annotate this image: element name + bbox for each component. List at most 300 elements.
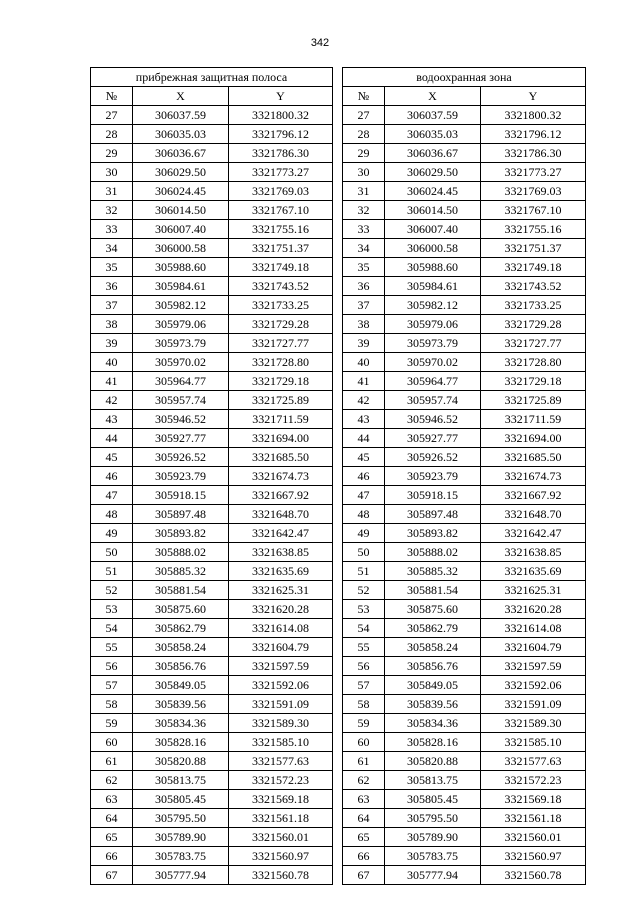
table-row (343, 239, 586, 258)
point-number-cell: 46 (91, 467, 133, 486)
table-row (343, 163, 586, 182)
y-coordinate-cell: 3321773.27 (229, 163, 333, 182)
point-number-cell: 54 (343, 619, 385, 638)
column-header-y: Y (481, 87, 586, 106)
x-coordinate-cell: 305957.74 (385, 391, 481, 410)
table-row (91, 752, 333, 771)
y-coordinate-cell: 3321604.79 (481, 638, 586, 657)
point-number-cell: 42 (343, 391, 385, 410)
point-number-cell: 60 (343, 733, 385, 752)
x-coordinate-cell: 305970.02 (133, 353, 229, 372)
x-coordinate-cell: 305834.36 (385, 714, 481, 733)
point-number-cell: 37 (343, 296, 385, 315)
y-coordinate-cell: 3321796.12 (229, 125, 333, 144)
y-coordinate-cell: 3321577.63 (229, 752, 333, 771)
table-row (343, 125, 586, 144)
table-row (343, 334, 586, 353)
y-coordinate-cell: 3321711.59 (481, 410, 586, 429)
x-coordinate-cell: 305849.05 (133, 676, 229, 695)
point-number-cell: 47 (343, 486, 385, 505)
table-row (343, 315, 586, 334)
x-coordinate-cell: 305926.52 (385, 448, 481, 467)
y-coordinate-cell: 3321674.73 (481, 467, 586, 486)
y-coordinate-cell: 3321604.79 (229, 638, 333, 657)
point-number-cell: 32 (91, 201, 133, 220)
x-coordinate-cell: 305926.52 (133, 448, 229, 467)
table-title: прибрежная защитная полоса (91, 68, 333, 87)
table-row (91, 182, 333, 201)
table-row (91, 258, 333, 277)
x-coordinate-cell: 305862.79 (385, 619, 481, 638)
table-row (343, 847, 586, 866)
y-coordinate-cell: 3321597.59 (481, 657, 586, 676)
x-coordinate-cell: 305834.36 (133, 714, 229, 733)
table-row (91, 600, 333, 619)
point-number-cell: 56 (91, 657, 133, 676)
y-coordinate-cell: 3321749.18 (481, 258, 586, 277)
table-row (343, 448, 586, 467)
point-number-cell: 51 (343, 562, 385, 581)
point-number-cell: 42 (91, 391, 133, 410)
point-number-cell: 49 (91, 524, 133, 543)
table-row (343, 258, 586, 277)
point-number-cell: 66 (343, 847, 385, 866)
point-number-cell: 44 (91, 429, 133, 448)
x-coordinate-cell: 305858.24 (133, 638, 229, 657)
table-row (91, 220, 333, 239)
point-number-cell: 39 (343, 334, 385, 353)
x-coordinate-cell: 305856.76 (385, 657, 481, 676)
point-number-cell: 61 (343, 752, 385, 771)
y-coordinate-cell: 3321561.18 (229, 809, 333, 828)
x-coordinate-cell: 305858.24 (385, 638, 481, 657)
x-coordinate-cell: 306000.58 (385, 239, 481, 258)
y-coordinate-cell: 3321725.89 (229, 391, 333, 410)
y-coordinate-cell: 3321800.32 (229, 106, 333, 125)
x-coordinate-cell: 305795.50 (385, 809, 481, 828)
table-row (343, 562, 586, 581)
table-row (343, 467, 586, 486)
table-row (91, 448, 333, 467)
point-number-cell: 33 (343, 220, 385, 239)
point-number-cell: 35 (91, 258, 133, 277)
y-coordinate-cell: 3321728.80 (481, 353, 586, 372)
table-row (343, 828, 586, 847)
table-row (343, 220, 586, 239)
x-coordinate-cell: 305839.56 (133, 695, 229, 714)
point-number-cell: 65 (91, 828, 133, 847)
point-number-cell: 64 (343, 809, 385, 828)
table-row (91, 505, 333, 524)
y-coordinate-cell: 3321560.01 (229, 828, 333, 847)
x-coordinate-cell: 305795.50 (133, 809, 229, 828)
y-coordinate-cell: 3321729.28 (229, 315, 333, 334)
table-row (91, 486, 333, 505)
x-coordinate-cell: 306029.50 (385, 163, 481, 182)
point-number-cell: 37 (91, 296, 133, 315)
y-coordinate-cell: 3321767.10 (229, 201, 333, 220)
x-coordinate-cell: 305946.52 (385, 410, 481, 429)
y-coordinate-cell: 3321733.25 (229, 296, 333, 315)
table-body (91, 106, 333, 885)
point-number-cell: 50 (91, 543, 133, 562)
y-coordinate-cell: 3321685.50 (229, 448, 333, 467)
y-coordinate-cell: 3321743.52 (229, 277, 333, 296)
x-coordinate-cell: 305918.15 (385, 486, 481, 505)
point-number-cell: 55 (91, 638, 133, 657)
point-number-cell: 66 (91, 847, 133, 866)
table-body (343, 106, 586, 885)
y-coordinate-cell: 3321591.09 (229, 695, 333, 714)
x-coordinate-cell: 305885.32 (133, 562, 229, 581)
y-coordinate-cell: 3321728.80 (229, 353, 333, 372)
table-row (91, 581, 333, 600)
x-coordinate-cell: 306035.03 (385, 125, 481, 144)
table-row (91, 429, 333, 448)
x-coordinate-cell: 306037.59 (133, 106, 229, 125)
x-coordinate-cell: 305875.60 (385, 600, 481, 619)
x-coordinate-cell: 305893.82 (385, 524, 481, 543)
x-coordinate-cell: 306029.50 (133, 163, 229, 182)
point-number-cell: 67 (343, 866, 385, 885)
table-row (343, 676, 586, 695)
table-row (343, 638, 586, 657)
column-header-x: X (133, 87, 229, 106)
table-row (343, 714, 586, 733)
x-coordinate-cell: 305885.32 (385, 562, 481, 581)
table-row (91, 372, 333, 391)
page-number: 342 (310, 37, 330, 49)
x-coordinate-cell: 305893.82 (133, 524, 229, 543)
table-row (91, 125, 333, 144)
table-row (91, 410, 333, 429)
point-number-cell: 53 (91, 600, 133, 619)
y-coordinate-cell: 3321786.30 (229, 144, 333, 163)
x-coordinate-cell: 305979.06 (385, 315, 481, 334)
x-coordinate-cell: 306000.58 (133, 239, 229, 258)
column-header-number: № (343, 87, 385, 106)
point-number-cell: 57 (91, 676, 133, 695)
point-number-cell: 64 (91, 809, 133, 828)
point-number-cell: 36 (91, 277, 133, 296)
y-coordinate-cell: 3321592.06 (229, 676, 333, 695)
table-row (343, 619, 586, 638)
point-number-cell: 30 (91, 163, 133, 182)
y-coordinate-cell: 3321642.47 (229, 524, 333, 543)
table-row (91, 163, 333, 182)
table-row (343, 277, 586, 296)
point-number-cell: 36 (343, 277, 385, 296)
y-coordinate-cell: 3321638.85 (481, 543, 586, 562)
table-row (343, 505, 586, 524)
x-coordinate-cell: 305973.79 (385, 334, 481, 353)
x-coordinate-cell: 306035.03 (133, 125, 229, 144)
point-number-cell: 55 (343, 638, 385, 657)
point-number-cell: 40 (343, 353, 385, 372)
y-coordinate-cell: 3321592.06 (481, 676, 586, 695)
table-row (343, 543, 586, 562)
y-coordinate-cell: 3321642.47 (481, 524, 586, 543)
x-coordinate-cell: 305897.48 (133, 505, 229, 524)
point-number-cell: 45 (343, 448, 385, 467)
y-coordinate-cell: 3321591.09 (481, 695, 586, 714)
x-coordinate-cell: 305918.15 (133, 486, 229, 505)
y-coordinate-cell: 3321560.78 (481, 866, 586, 885)
point-number-cell: 57 (343, 676, 385, 695)
point-number-cell: 45 (91, 448, 133, 467)
table-row (91, 847, 333, 866)
x-coordinate-cell: 305828.16 (133, 733, 229, 752)
table-row (91, 334, 333, 353)
table-row (343, 296, 586, 315)
point-number-cell: 52 (343, 581, 385, 600)
point-number-cell: 43 (91, 410, 133, 429)
point-number-cell: 65 (343, 828, 385, 847)
point-number-cell: 28 (91, 125, 133, 144)
y-coordinate-cell: 3321648.70 (229, 505, 333, 524)
table-row (91, 201, 333, 220)
x-coordinate-cell: 306037.59 (385, 106, 481, 125)
x-coordinate-cell: 306014.50 (385, 201, 481, 220)
table-row (91, 619, 333, 638)
point-number-cell: 34 (343, 239, 385, 258)
y-coordinate-cell: 3321635.69 (481, 562, 586, 581)
y-coordinate-cell: 3321711.59 (229, 410, 333, 429)
table-row (91, 144, 333, 163)
y-coordinate-cell: 3321597.59 (229, 657, 333, 676)
x-coordinate-cell: 305988.60 (385, 258, 481, 277)
table-row (343, 581, 586, 600)
table-row (343, 144, 586, 163)
table-row (343, 752, 586, 771)
table-row (91, 695, 333, 714)
x-coordinate-cell: 305881.54 (385, 581, 481, 600)
table-row (91, 638, 333, 657)
table-row (91, 524, 333, 543)
point-number-cell: 33 (91, 220, 133, 239)
x-coordinate-cell: 306014.50 (133, 201, 229, 220)
point-number-cell: 43 (343, 410, 385, 429)
y-coordinate-cell: 3321572.23 (229, 771, 333, 790)
x-coordinate-cell: 306024.45 (385, 182, 481, 201)
table-row (91, 106, 333, 125)
table-row (91, 562, 333, 581)
point-number-cell: 49 (343, 524, 385, 543)
x-coordinate-cell: 305946.52 (133, 410, 229, 429)
x-coordinate-cell: 306036.67 (133, 144, 229, 163)
point-number-cell: 38 (91, 315, 133, 334)
y-coordinate-cell: 3321620.28 (481, 600, 586, 619)
point-number-cell: 50 (343, 543, 385, 562)
y-coordinate-cell: 3321667.92 (481, 486, 586, 505)
y-coordinate-cell: 3321727.77 (229, 334, 333, 353)
y-coordinate-cell: 3321743.52 (481, 277, 586, 296)
table-row (343, 657, 586, 676)
table-row (91, 809, 333, 828)
point-number-cell: 41 (91, 372, 133, 391)
table-row (343, 486, 586, 505)
point-number-cell: 58 (91, 695, 133, 714)
x-coordinate-cell: 305820.88 (133, 752, 229, 771)
x-coordinate-cell: 305783.75 (133, 847, 229, 866)
y-coordinate-cell: 3321727.77 (481, 334, 586, 353)
y-coordinate-cell: 3321585.10 (229, 733, 333, 752)
x-coordinate-cell: 305984.61 (133, 277, 229, 296)
x-coordinate-cell: 305839.56 (385, 695, 481, 714)
x-coordinate-cell: 305875.60 (133, 600, 229, 619)
x-coordinate-cell: 305923.79 (133, 467, 229, 486)
point-number-cell: 27 (343, 106, 385, 125)
point-number-cell: 48 (343, 505, 385, 524)
y-coordinate-cell: 3321589.30 (481, 714, 586, 733)
point-number-cell: 40 (91, 353, 133, 372)
y-coordinate-cell: 3321755.16 (481, 220, 586, 239)
x-coordinate-cell: 305888.02 (133, 543, 229, 562)
x-coordinate-cell: 305982.12 (133, 296, 229, 315)
x-coordinate-cell: 305927.77 (133, 429, 229, 448)
y-coordinate-cell: 3321749.18 (229, 258, 333, 277)
point-number-cell: 32 (343, 201, 385, 220)
x-coordinate-cell: 305813.75 (133, 771, 229, 790)
x-coordinate-cell: 305923.79 (385, 467, 481, 486)
x-coordinate-cell: 305777.94 (385, 866, 481, 885)
table-row (91, 733, 333, 752)
point-number-cell: 39 (91, 334, 133, 353)
y-coordinate-cell: 3321560.97 (481, 847, 586, 866)
column-header-number: № (91, 87, 133, 106)
table-row (91, 353, 333, 372)
x-coordinate-cell: 305984.61 (385, 277, 481, 296)
point-number-cell: 38 (343, 315, 385, 334)
y-coordinate-cell: 3321577.63 (481, 752, 586, 771)
table-row (343, 790, 586, 809)
x-coordinate-cell: 305964.77 (133, 372, 229, 391)
table-row (343, 771, 586, 790)
y-coordinate-cell: 3321667.92 (229, 486, 333, 505)
x-coordinate-cell: 306036.67 (385, 144, 481, 163)
point-number-cell: 62 (91, 771, 133, 790)
y-coordinate-cell: 3321638.85 (229, 543, 333, 562)
x-coordinate-cell: 305862.79 (133, 619, 229, 638)
x-coordinate-cell: 305820.88 (385, 752, 481, 771)
table-row (91, 676, 333, 695)
x-coordinate-cell: 306007.40 (385, 220, 481, 239)
x-coordinate-cell: 305973.79 (133, 334, 229, 353)
x-coordinate-cell: 305805.45 (133, 790, 229, 809)
point-number-cell: 48 (91, 505, 133, 524)
x-coordinate-cell: 305813.75 (385, 771, 481, 790)
x-coordinate-cell: 305957.74 (133, 391, 229, 410)
point-number-cell: 29 (343, 144, 385, 163)
table-row (91, 790, 333, 809)
y-coordinate-cell: 3321729.18 (481, 372, 586, 391)
table-row (91, 771, 333, 790)
y-coordinate-cell: 3321674.73 (229, 467, 333, 486)
y-coordinate-cell: 3321725.89 (481, 391, 586, 410)
point-number-cell: 47 (91, 486, 133, 505)
y-coordinate-cell: 3321648.70 (481, 505, 586, 524)
y-coordinate-cell: 3321796.12 (481, 125, 586, 144)
y-coordinate-cell: 3321560.97 (229, 847, 333, 866)
y-coordinate-cell: 3321755.16 (229, 220, 333, 239)
table-row (343, 410, 586, 429)
table-row (91, 657, 333, 676)
y-coordinate-cell: 3321685.50 (481, 448, 586, 467)
x-coordinate-cell: 305927.77 (385, 429, 481, 448)
table-row (343, 106, 586, 125)
x-coordinate-cell: 306024.45 (133, 182, 229, 201)
x-coordinate-cell: 305777.94 (133, 866, 229, 885)
y-coordinate-cell: 3321694.00 (481, 429, 586, 448)
table-row (91, 543, 333, 562)
table-row (343, 809, 586, 828)
column-header-y: Y (229, 87, 333, 106)
y-coordinate-cell: 3321786.30 (481, 144, 586, 163)
y-coordinate-cell: 3321635.69 (229, 562, 333, 581)
point-number-cell: 56 (343, 657, 385, 676)
y-coordinate-cell: 3321569.18 (229, 790, 333, 809)
x-coordinate-cell: 305988.60 (133, 258, 229, 277)
y-coordinate-cell: 3321729.18 (229, 372, 333, 391)
y-coordinate-cell: 3321694.00 (229, 429, 333, 448)
x-coordinate-cell: 305783.75 (385, 847, 481, 866)
point-number-cell: 31 (91, 182, 133, 201)
point-number-cell: 62 (343, 771, 385, 790)
x-coordinate-cell: 305982.12 (385, 296, 481, 315)
y-coordinate-cell: 3321614.08 (229, 619, 333, 638)
point-number-cell: 31 (343, 182, 385, 201)
y-coordinate-cell: 3321767.10 (481, 201, 586, 220)
y-coordinate-cell: 3321560.01 (481, 828, 586, 847)
point-number-cell: 63 (91, 790, 133, 809)
x-coordinate-cell: 305888.02 (385, 543, 481, 562)
table-row (343, 866, 586, 885)
table-row (343, 391, 586, 410)
table-row (91, 467, 333, 486)
x-coordinate-cell: 305856.76 (133, 657, 229, 676)
point-number-cell: 41 (343, 372, 385, 391)
y-coordinate-cell: 3321620.28 (229, 600, 333, 619)
point-number-cell: 30 (343, 163, 385, 182)
point-number-cell: 58 (343, 695, 385, 714)
table-row (343, 524, 586, 543)
y-coordinate-cell: 3321585.10 (481, 733, 586, 752)
table-row (91, 277, 333, 296)
table-row (343, 733, 586, 752)
table-row (343, 695, 586, 714)
table-row (343, 600, 586, 619)
point-number-cell: 67 (91, 866, 133, 885)
table-row (91, 239, 333, 258)
point-number-cell: 59 (91, 714, 133, 733)
point-number-cell: 28 (343, 125, 385, 144)
x-coordinate-cell: 305979.06 (133, 315, 229, 334)
y-coordinate-cell: 3321560.78 (229, 866, 333, 885)
x-coordinate-cell: 305881.54 (133, 581, 229, 600)
table-row (91, 866, 333, 885)
table-row (343, 182, 586, 201)
x-coordinate-cell: 305897.48 (385, 505, 481, 524)
point-number-cell: 63 (343, 790, 385, 809)
y-coordinate-cell: 3321773.27 (481, 163, 586, 182)
point-number-cell: 53 (343, 600, 385, 619)
y-coordinate-cell: 3321625.31 (229, 581, 333, 600)
x-coordinate-cell: 305849.05 (385, 676, 481, 695)
point-number-cell: 46 (343, 467, 385, 486)
y-coordinate-cell: 3321614.08 (481, 619, 586, 638)
table-title: водоохранная зона (343, 68, 586, 87)
y-coordinate-cell: 3321769.03 (229, 182, 333, 201)
